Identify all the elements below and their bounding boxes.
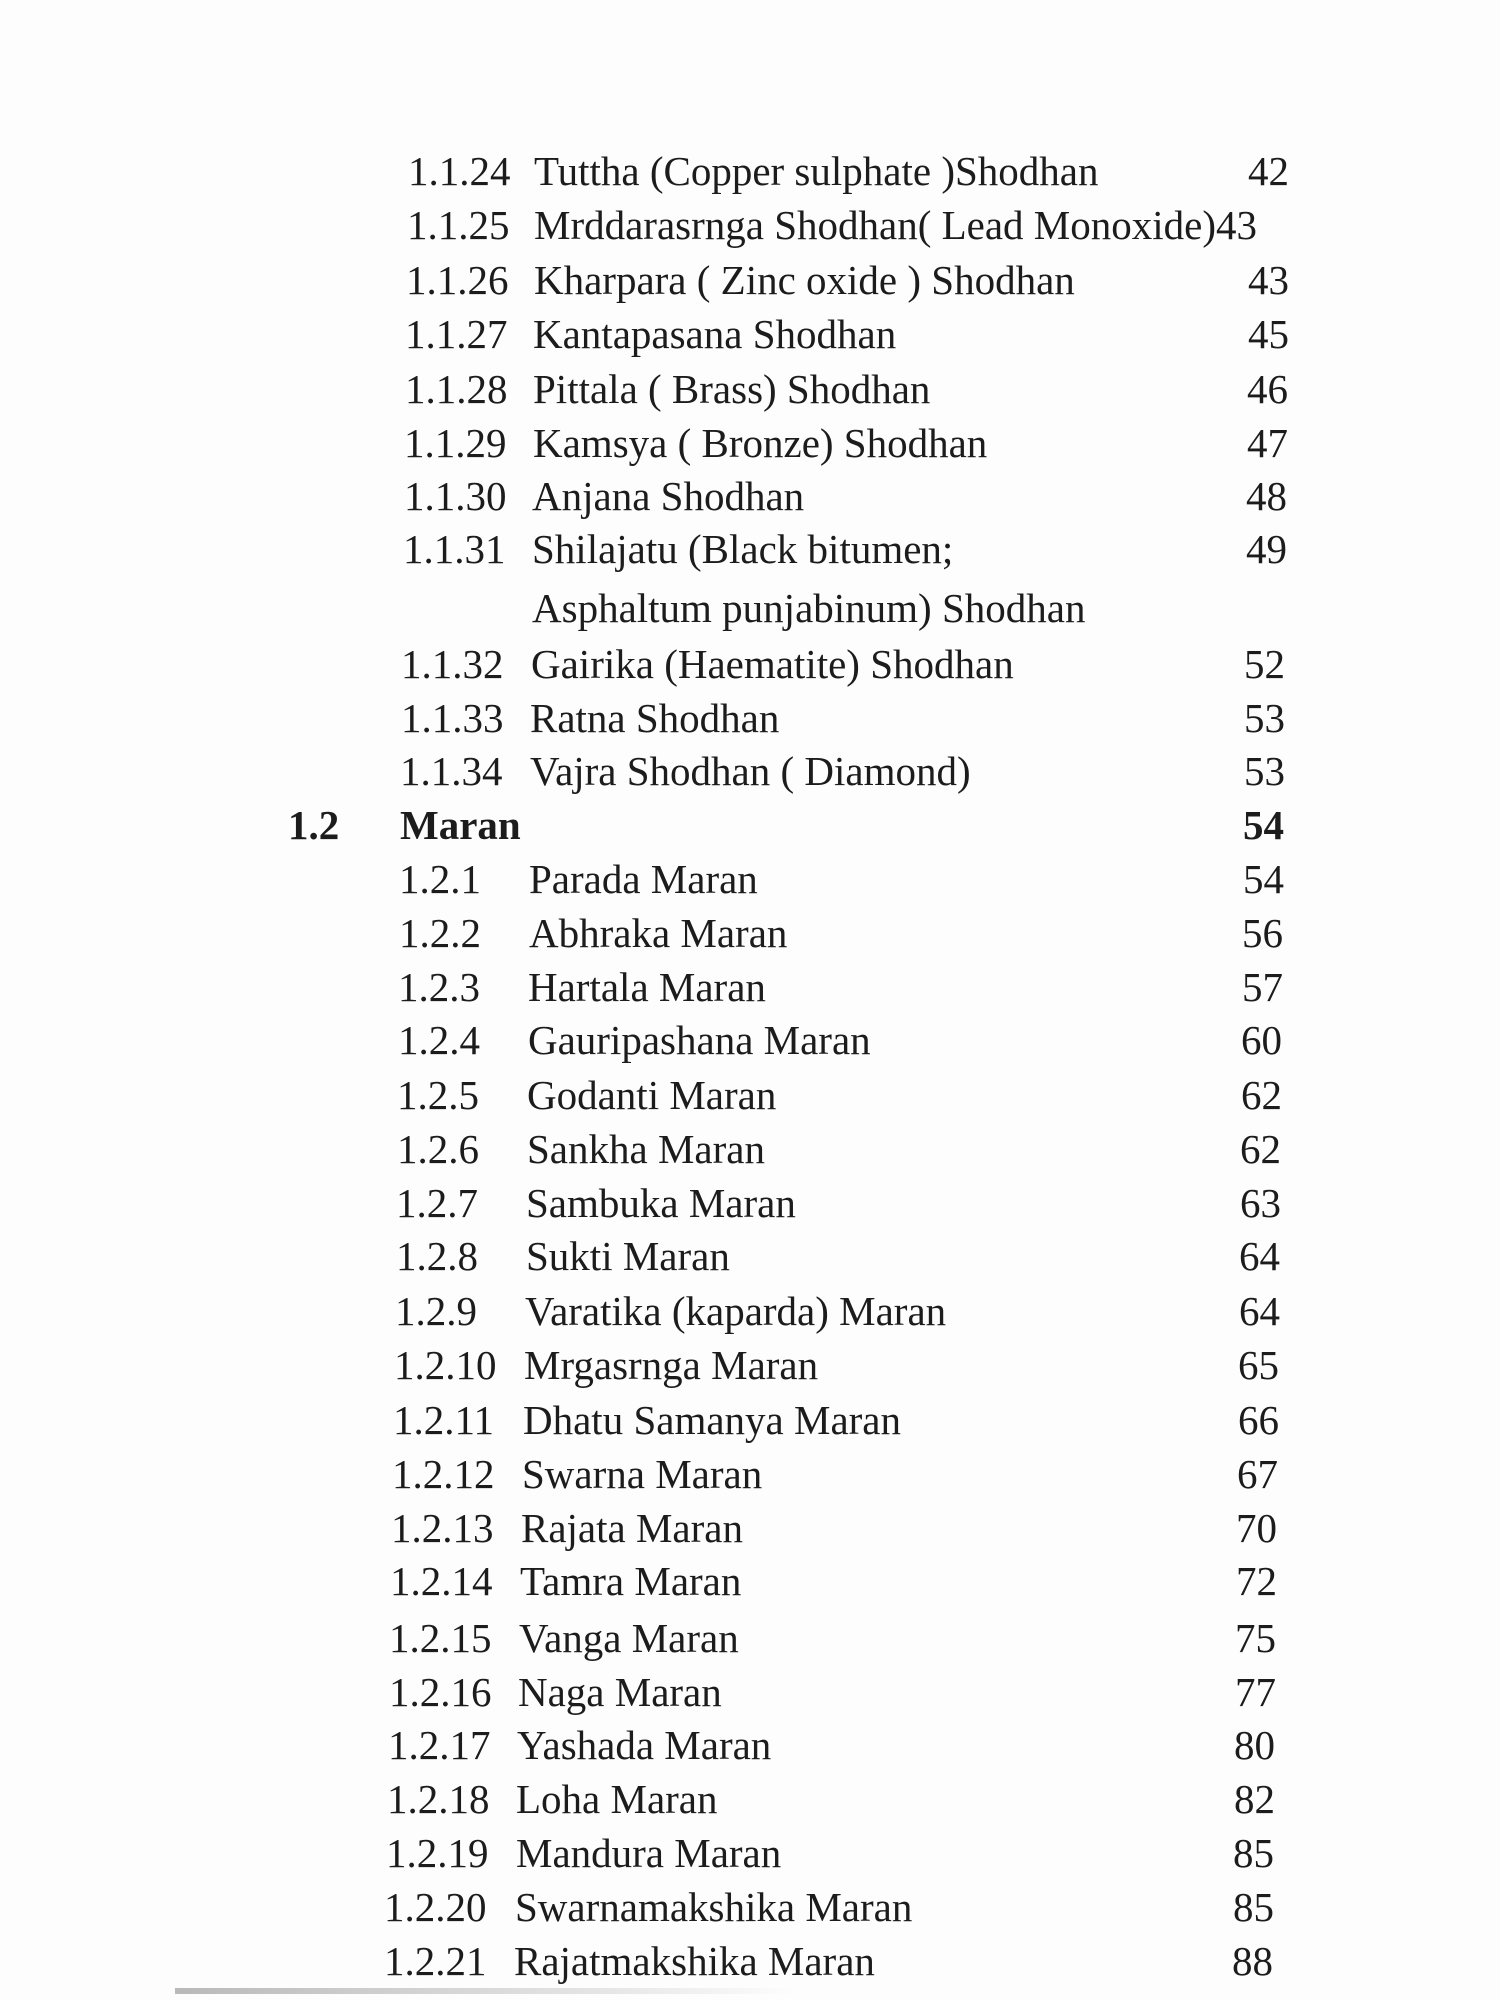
entry-page: 82 — [1234, 1776, 1275, 1822]
toc-entry — [0, 469, 1500, 523]
entry-page: 85 — [1233, 1884, 1274, 1930]
entry-title: Godanti Maran — [527, 1072, 777, 1118]
entry-number: 1.2.3 — [398, 964, 480, 1010]
entry-page: 57 — [1242, 964, 1283, 1010]
section-page: 54 — [1243, 802, 1284, 848]
entry-page: 65 — [1238, 1342, 1279, 1388]
entry-page: 49 — [1246, 526, 1287, 572]
entry-title: Abhraka Maran — [529, 910, 788, 956]
entry-number: 1.2.13 — [391, 1505, 494, 1551]
toc-entry — [0, 416, 1500, 470]
toc-entry — [0, 362, 1500, 416]
entry-page: 66 — [1238, 1397, 1279, 1443]
entry-page: 80 — [1234, 1722, 1275, 1768]
entry-number: 1.2.6 — [397, 1126, 479, 1172]
entry-title: Naga Maran — [518, 1669, 722, 1715]
entry-title: Tuttha (Copper sulphate )Shodhan — [534, 148, 1099, 194]
entry-page: 48 — [1246, 473, 1287, 519]
entry-page: 43 — [1248, 257, 1289, 303]
entry-title: Rajata Maran — [521, 1505, 743, 1551]
entry-page: 60 — [1241, 1017, 1282, 1063]
entry-number: 1.2.9 — [395, 1288, 477, 1334]
toc-entry — [0, 1554, 1500, 1608]
toc-entry — [0, 1772, 1500, 1826]
entry-number: 1.2.18 — [387, 1776, 490, 1822]
toc-entry — [0, 852, 1500, 906]
entry-number: 1.2.7 — [396, 1180, 478, 1226]
toc-entry — [0, 144, 1500, 198]
entry-number: 1.2.11 — [393, 1397, 494, 1443]
entry-page: 70 — [1236, 1505, 1277, 1551]
toc-entry — [0, 198, 1500, 252]
entry-number: 1.2.2 — [399, 910, 481, 956]
entry-number: 1.2.1 — [399, 856, 481, 902]
toc-entry — [0, 307, 1500, 361]
entry-page: 64 — [1239, 1288, 1280, 1334]
toc-entry-continuation — [0, 581, 1500, 635]
entry-title: Hartala Maran — [528, 964, 766, 1010]
entry-page: 52 — [1244, 641, 1285, 687]
toc-entry — [0, 1826, 1500, 1880]
entry-title: Mrgasrnga Maran — [524, 1342, 819, 1388]
entry-page: 45 — [1248, 311, 1289, 357]
section-number: 1.2 — [288, 802, 340, 848]
toc-entry — [0, 960, 1500, 1014]
entry-title: Dhatu Samanya Maran — [523, 1397, 901, 1443]
entry-page: 56 — [1242, 910, 1283, 956]
toc-entry — [0, 1501, 1500, 1555]
entry-number: 1.1.30 — [404, 473, 507, 519]
toc-entry — [0, 744, 1500, 798]
entry-title: Swarnamakshika Maran — [515, 1884, 913, 1930]
entry-number: 1.2.5 — [397, 1072, 479, 1118]
entry-page: 77 — [1235, 1669, 1276, 1715]
toc-entry — [0, 253, 1500, 307]
toc-entry — [0, 1718, 1500, 1772]
entry-number: 1.1.29 — [404, 420, 507, 466]
toc-entry — [0, 1284, 1500, 1338]
entry-number: 1.2.21 — [384, 1938, 487, 1984]
toc-entry — [0, 1122, 1500, 1176]
entry-title: Loha Maran — [516, 1776, 718, 1822]
toc-entry — [0, 1229, 1500, 1283]
entry-number: 1.2.16 — [389, 1669, 492, 1715]
entry-title: Mandura Maran — [516, 1830, 782, 1876]
entry-title: Shilajatu (Black bitumen; — [532, 526, 954, 572]
entry-page: 75 — [1235, 1615, 1276, 1661]
toc-entry — [0, 1013, 1500, 1067]
toc-entry — [0, 1934, 1500, 1988]
toc-entry — [0, 637, 1500, 691]
entry-page: 67 — [1237, 1451, 1278, 1497]
entry-title: Parada Maran — [529, 856, 758, 902]
toc-entry — [0, 1338, 1500, 1392]
entry-number: 1.1.32 — [401, 641, 504, 687]
entry-page: 72 — [1236, 1558, 1277, 1604]
entry-page: 62 — [1240, 1126, 1281, 1172]
toc-entry — [0, 1068, 1500, 1122]
entry-number: 1.1.33 — [401, 695, 504, 741]
scan-edge-smudge — [175, 1988, 795, 1994]
entry-page: 46 — [1247, 366, 1288, 412]
entry-number: 1.1.31 — [403, 526, 506, 572]
entry-number: 1.1.34 — [400, 748, 503, 794]
entry-title: Gairika (Haematite) Shodhan — [531, 641, 1014, 687]
entry-number: 1.1.27 — [405, 311, 508, 357]
entry-title: Vajra Shodhan ( Diamond) — [530, 748, 971, 794]
entry-title: Rajatmakshika Maran — [514, 1938, 875, 1984]
toc-entry — [0, 1611, 1500, 1665]
toc-entry — [0, 1665, 1500, 1719]
entry-number: 1.2.19 — [386, 1830, 489, 1876]
entry-page: 42 — [1248, 148, 1289, 194]
entry-number: 1.1.24 — [408, 148, 511, 194]
entry-page: 53 — [1244, 695, 1285, 741]
entry-number: 1.1.26 — [406, 257, 509, 303]
toc-entry — [0, 1393, 1500, 1447]
entry-title: Ratna Shodhan — [530, 695, 780, 741]
toc-entry — [0, 522, 1500, 576]
entry-title: Mrddarasrnga Shodhan( Lead Monoxide)43 — [534, 202, 1258, 248]
entry-title: Kantapasana Shodhan — [533, 311, 897, 357]
entry-number: 1.2.14 — [390, 1558, 493, 1604]
section-title: Maran — [400, 802, 521, 848]
entry-title: Tamra Maran — [520, 1558, 742, 1604]
entry-title: Pittala ( Brass) Shodhan — [533, 366, 931, 412]
entry-title: Sambuka Maran — [526, 1180, 796, 1226]
entry-page: 63 — [1240, 1180, 1281, 1226]
entry-title: Varatika (kaparda) Maran — [525, 1288, 947, 1334]
entry-number: 1.2.10 — [394, 1342, 497, 1388]
entry-page: 47 — [1247, 420, 1288, 466]
toc-entry — [0, 1176, 1500, 1230]
entry-title: Kharpara ( Zinc oxide ) Shodhan — [534, 257, 1075, 303]
entry-page: 64 — [1239, 1233, 1280, 1279]
entry-page: 85 — [1233, 1830, 1274, 1876]
toc-entry — [0, 691, 1500, 745]
entry-number: 1.2.12 — [392, 1451, 495, 1497]
entry-title: Sankha Maran — [527, 1126, 765, 1172]
entry-number: 1.1.28 — [405, 366, 508, 412]
entry-title: Yashada Maran — [517, 1722, 772, 1768]
toc-entry — [0, 1880, 1500, 1934]
entry-number: 1.2.20 — [384, 1884, 487, 1930]
entry-page: 54 — [1243, 856, 1284, 902]
entry-number: 1.1.25 — [407, 202, 510, 248]
entry-title: Asphaltum punjabinum) Shodhan — [532, 585, 1086, 631]
entry-title: Sukti Maran — [526, 1233, 730, 1279]
entry-number: 1.2.8 — [396, 1233, 478, 1279]
entry-page: 62 — [1241, 1072, 1282, 1118]
section-heading — [0, 798, 1500, 852]
entry-number: 1.2.17 — [388, 1722, 491, 1768]
entry-page: 88 — [1232, 1938, 1273, 1984]
toc-entry — [0, 1447, 1500, 1501]
entry-title: Gauripashana Maran — [528, 1017, 871, 1063]
entry-title: Kamsya ( Bronze) Shodhan — [533, 420, 988, 466]
entry-page: 53 — [1244, 748, 1285, 794]
toc-entry — [0, 906, 1500, 960]
entry-number: 1.2.4 — [398, 1017, 480, 1063]
entry-number: 1.2.15 — [389, 1615, 492, 1661]
entry-title: Vanga Maran — [519, 1615, 739, 1661]
entry-title: Anjana Shodhan — [532, 473, 805, 519]
entry-title: Swarna Maran — [522, 1451, 763, 1497]
